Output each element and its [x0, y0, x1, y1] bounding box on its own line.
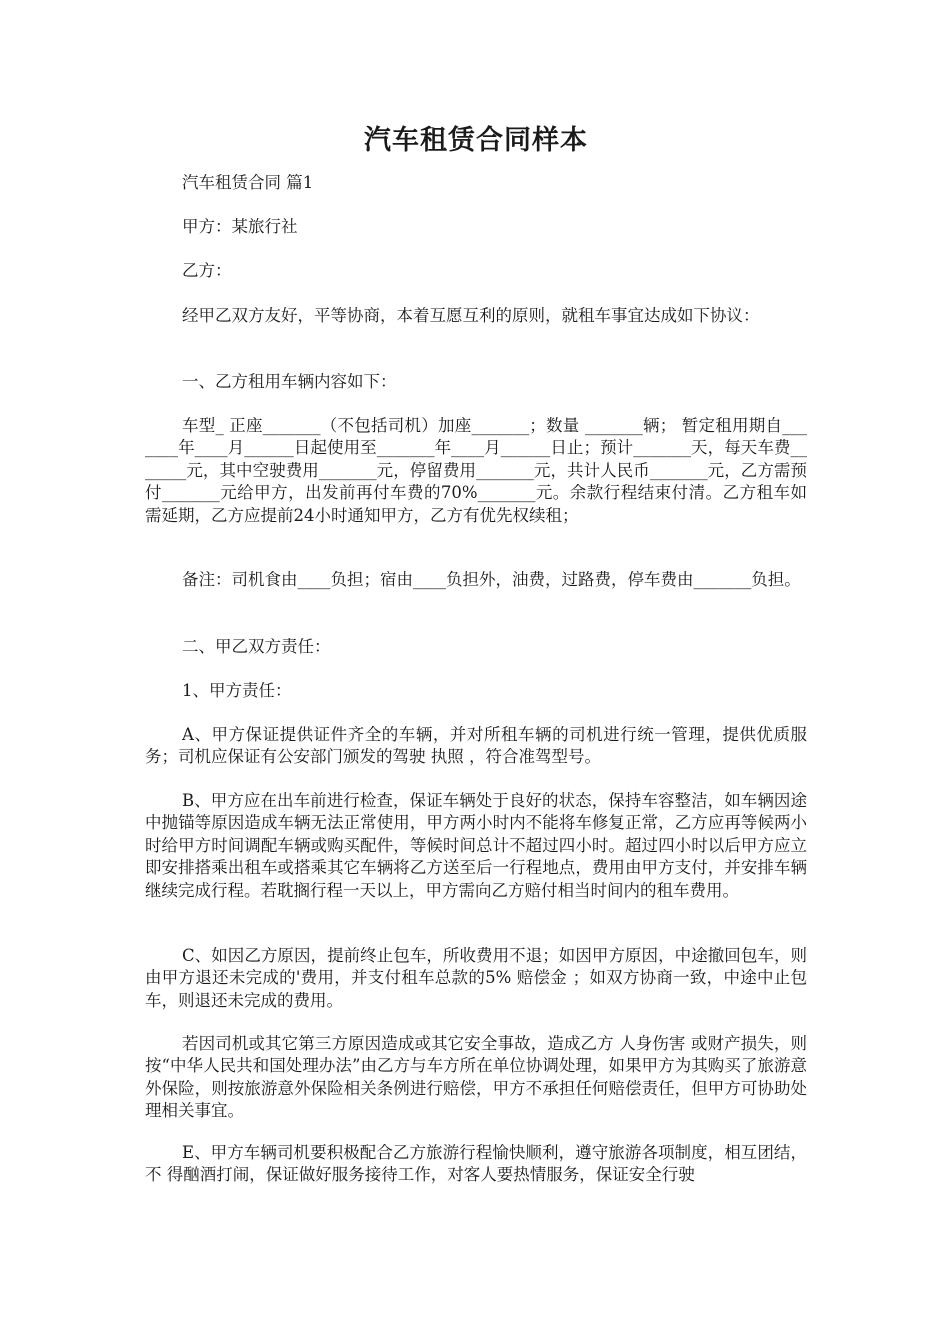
clause-c-paragraph: C、如因乙方原因，提前终止包车，所收费用不退；如因甲方原因，中途撤回包车，则由甲方退还未完成的'费用，并支付租车总款的5% 赔偿金 ；如双方协商一致，中途中止包车，则退还未完成的费用。: [145, 946, 807, 1010]
section-two-heading: 二、甲乙双方责任：: [182, 637, 331, 656]
vehicle-terms-paragraph: 车型_ 正座_______（不包括司机）加座_______；数量 _______辆； 暂定租用期自_______年____月______日起使用至_______年____月______日止；预计_______天，每天车费_______元，其中空驶费用_______元，停留费用_______元，共计人民币_______元，乙方需预付_______元给甲方，出发前再付车费的70%_______元。余款行程结束付清。乙方租车如需延期，乙方应提前24小时通知甲方，乙方有优先权续租；: [145, 416, 807, 525]
clause-b-paragraph: B、甲方应在出车前进行检查，保证车辆处于良好的状态，保持车容整洁，如车辆因途中抛锚等原因造成车辆无法正常使用，甲方两小时内不能将车修复正常，乙方应再等候两小时给甲方时间调配车辆或购买配件，等候时间总计不超过四小时。超过四小时以后甲方应立即安排搭乘出租车或搭乘其它车辆将乙方送至后一行程地点，费用由甲方支付，并安排车辆继续完成行程。若耽搁行程一天以上，甲方需向乙方赔付相当时间内的租车费用。: [145, 791, 807, 900]
party-a-duties-heading: 1、甲方责任：: [182, 681, 292, 700]
section-one-heading: 一、乙方租用车辆内容如下：: [182, 372, 397, 391]
clause-e-paragraph: E、甲方车辆司机要积极配合乙方旅游行程愉快顺利，遵守旅游各项制度，相互团结，不 得酗酒打闹，保证做好服务接待工作，对客人要热情服务，保证安全行驶: [145, 1143, 807, 1185]
contract-heading: 汽车租赁合同 篇1: [182, 173, 314, 192]
party-b: 乙方：: [182, 261, 232, 280]
remarks-paragraph: 备注：司机食由____负担；宿由____负担外，油费，过路费，停车费由_______负担。: [182, 570, 801, 589]
clause-a-paragraph: A、甲方保证提供证件齐全的车辆，并对所租车辆的司机进行统一管理，提供优质服务；司机应保证有公安部门颁发的驾驶 执照 ，符合准驾型号。: [145, 725, 807, 767]
document-title: 汽车租赁合同样本: [364, 125, 588, 156]
preamble-paragraph: 经甲乙双方友好，平等协商，本着互愿互利的原则，就租车事宜达成如下协议：: [182, 306, 760, 325]
liability-paragraph: 若因司机或其它第三方原因造成或其它安全事故，造成乙方 人身伤害 或财产损失，则按“中华人民共和国处理办法”由乙方与车方所在单位协调处理，如果甲方为其购买了旅游意外保险，则按旅游意外保险相关条例进行赔偿，甲方不承担任何赔偿责任，但甲方可协助处理相关事宜。: [145, 1034, 807, 1121]
party-a: 甲方：某旅行社: [182, 217, 298, 236]
